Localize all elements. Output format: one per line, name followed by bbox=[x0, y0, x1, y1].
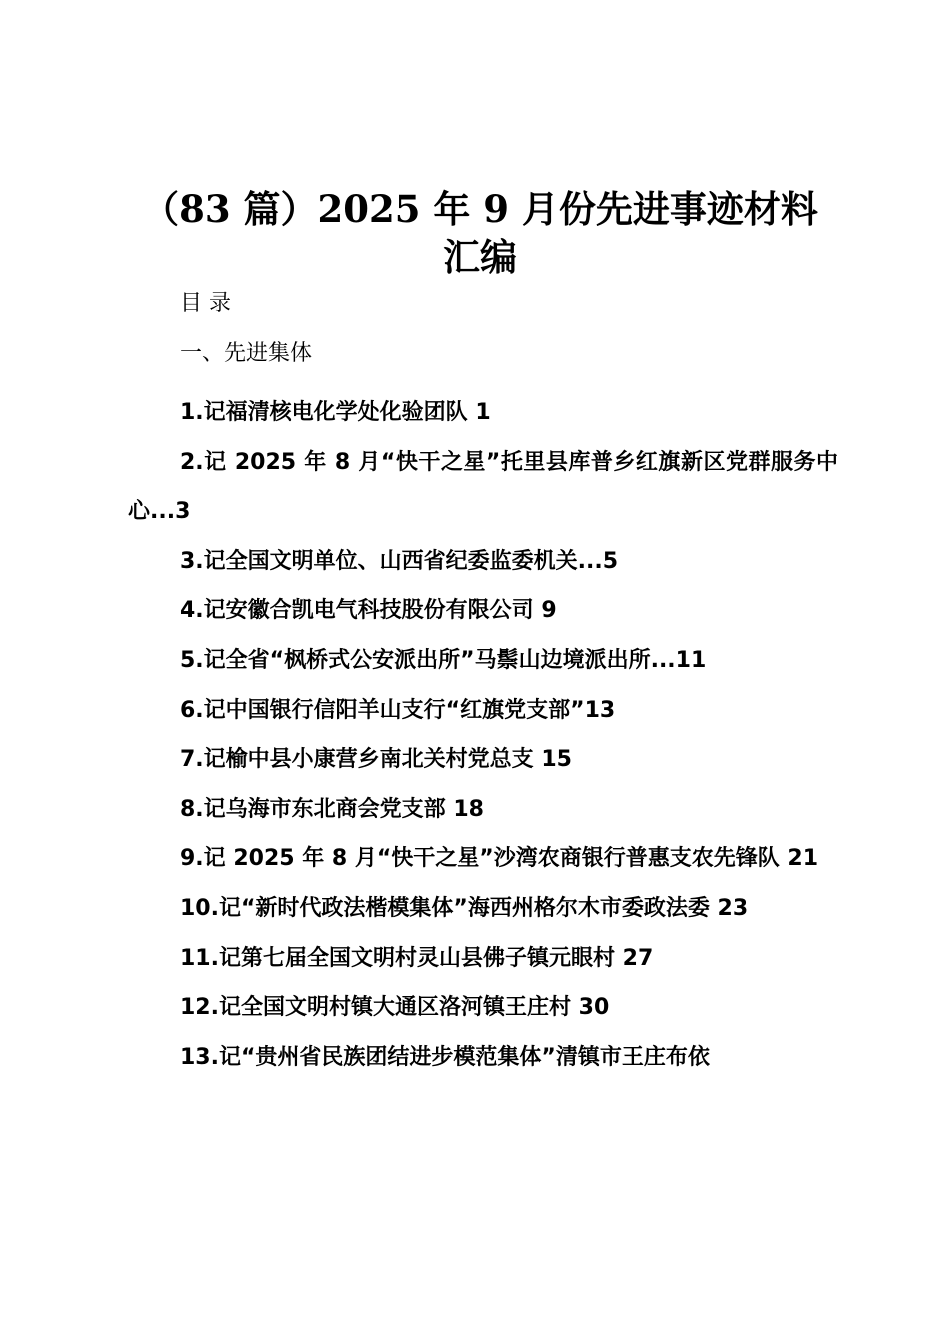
toc-item[interactable]: 10.记“新时代政法楷模集体”海西州格尔木市委政法委 23 bbox=[180, 895, 749, 921]
toc-item[interactable]: 3.记全国文明单位、山西省纪委监委机关...5 bbox=[180, 548, 619, 574]
toc-item[interactable]: 8.记乌海市东北商会党支部 18 bbox=[180, 796, 484, 822]
toc-label: 目 录 bbox=[180, 291, 231, 316]
toc-item[interactable]: 5.记全省“枫桥式公安派出所”马鬃山边境派出所...11 bbox=[180, 647, 707, 673]
toc-list bbox=[128, 388, 838, 1082]
toc-item[interactable]: 4.记安徽合凯电气科技股份有限公司 9 bbox=[180, 598, 557, 624]
toc-item[interactable]: 7.记榆中县小康营乡南北关村党总支 15 bbox=[180, 747, 572, 773]
toc-item[interactable]: 6.记中国银行信阳羊山支行“红旗党支部”13 bbox=[180, 697, 616, 723]
toc-item[interactable]: 1.记福清核电化学处化验团队 1 bbox=[180, 400, 491, 425]
document-title-line-1: （83 篇）2025 年 9 月份先进事迹材料 bbox=[142, 187, 818, 231]
toc-item[interactable]: 2.记 2025 年 8 月“快干之星”托里县库普乡红旗新区党群服务中心...3 bbox=[128, 449, 838, 525]
toc-item[interactable]: 11.记第七届全国文明村灵山县佛子镇元眼村 27 bbox=[180, 945, 654, 971]
toc-item[interactable]: 9.记 2025 年 8 月“快干之星”沙湾农商银行普惠支农先锋队 21 bbox=[180, 846, 819, 872]
document-title-line-2: 汇编 bbox=[443, 235, 517, 279]
toc-item[interactable]: 13.记“贵州省民族团结进步模范集体”清镇市王庄布依 bbox=[180, 1044, 710, 1070]
toc-item[interactable]: 12.记全国文明村镇大通区洛河镇王庄村 30 bbox=[180, 995, 610, 1021]
section-label: 一、先进集体 bbox=[180, 341, 313, 366]
